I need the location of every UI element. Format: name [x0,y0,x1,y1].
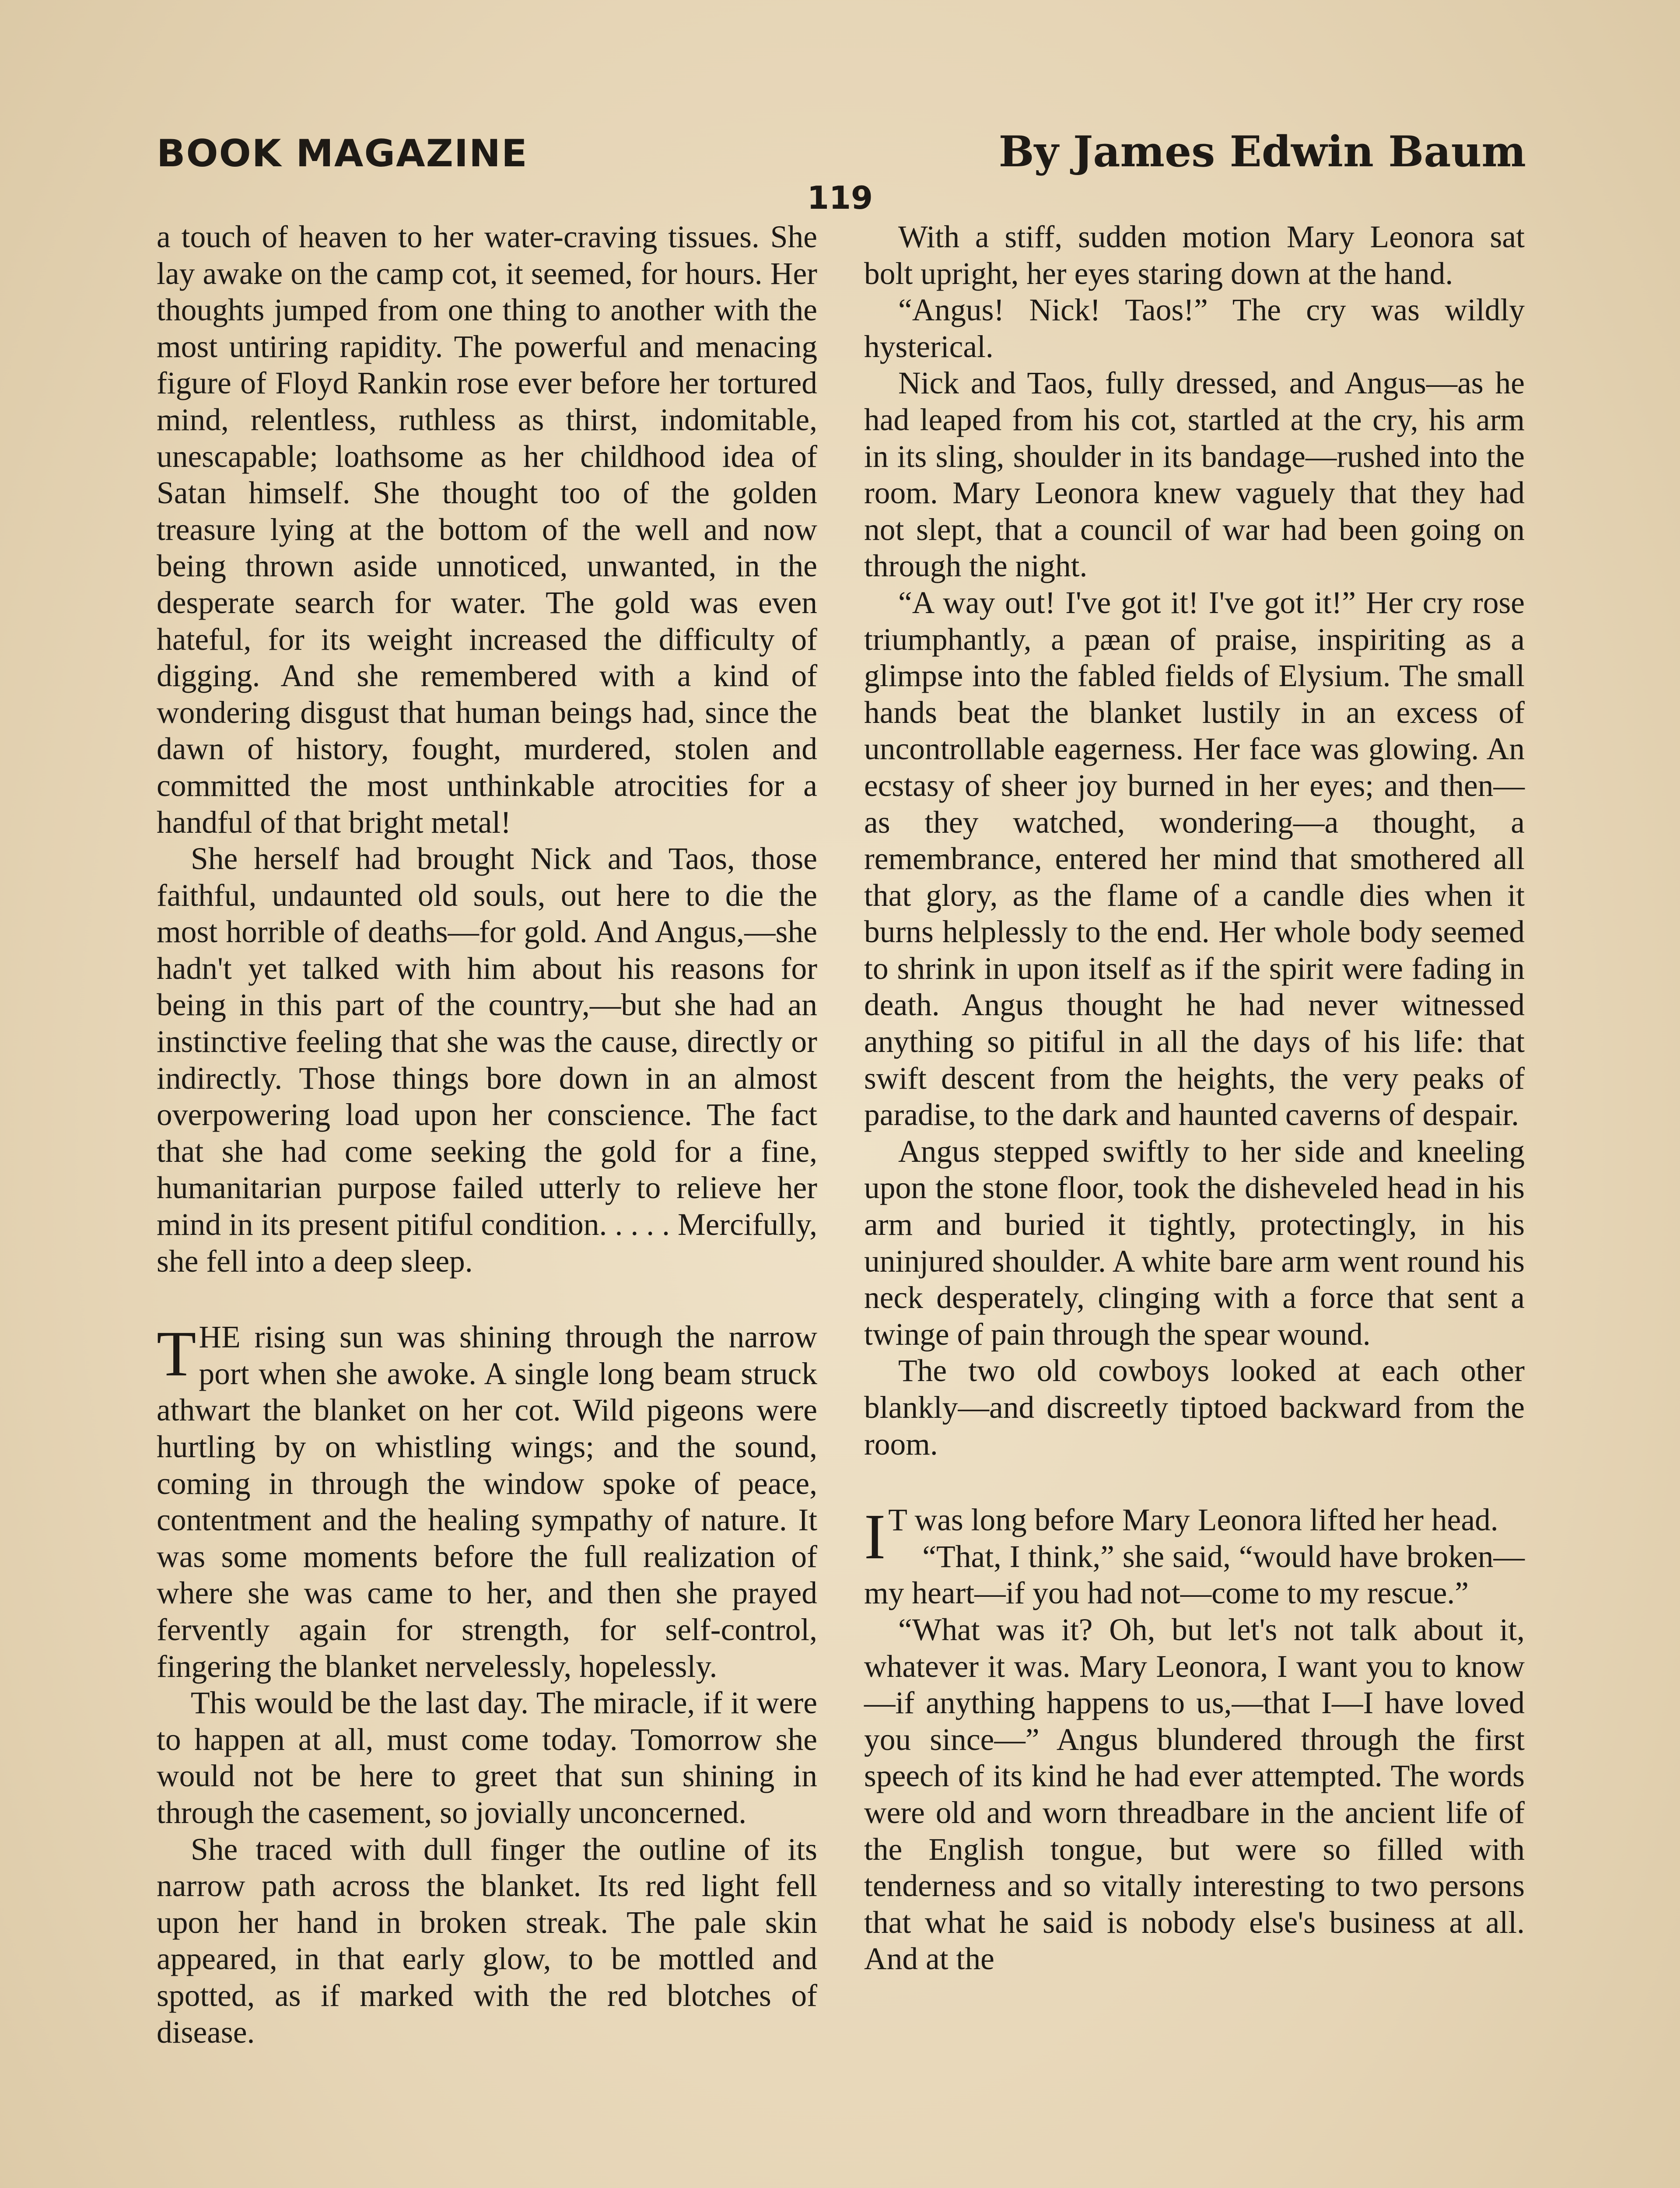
paragraph: She herself had brought Nick and Taos, those faithful, undaunted old souls, out here to die the most horrible of deaths—for gold. And Angus,—she hadn't yet talked with him about his reasons for being in this part of the country,—but she had an instinctive feeling that she was the cause, directly or indirectly. Those things bore down in an almost overpowering load upon her conscience. The fact that she had come seeking the gold for a fine, humanitarian purpose failed utterly to relieve her mind in its present pitiful condition. . . . . Mercifully, she fell into a deep sleep. [157,842,817,1279]
running-head [157,127,1526,184]
paragraph: The two old cowboys looked at each other blankly—and discreetly tiptoed backward from the room. [864,1353,1525,1462]
paragraph: Angus stepped swiftly to her side and kneeling upon the stone floor, took the disheveled head in his arm and buried it tightly, protectingly, in his uninjured shoulder. A white bare arm went round his neck desperately, clinging with a force that sent a twinge of pain through the spear wound. [864,1134,1525,1352]
paragraph: Nick and Taos, fully dressed, and Angus—as he had leaped from his cot, startled at the cry, his arm in its sling, shoulder in its bandage—rushed into the room. Mary Leonora knew vaguely that they had not slept, that a council of war had been going on through the night. [864,366,1525,584]
paragraph: “That, I think,” she said, “would have broken—my heart—if you had not—come to my rescue.” [864,1539,1525,1611]
left-column [157,219,817,2051]
paragraph: “What was it? Oh, but let's not talk about it, whatever it was. Mary Leonora, I want you to know—if anything happens to us,—that I—I have loved you since—” Angus blundered through the first speech of its kind he had ever attempted. The words were old and worn threadbare in the ancient life of the English tongue, but were so filled with tenderness and so vitally interesting to two persons that what he said is nobody else's business at all. And at the [864,1612,1525,1977]
drop-cap: T [157,1318,196,1390]
section-paragraph [157,1319,817,1685]
paragraph: “A way out! I've got it! I've got it!” Her cry rose triumphantly, a pæan of praise, inspiriting as a glimpse into the fabled fields of Elysium. The small hands beat the blanket lustily in an excess of uncontrollable eagerness. Her face was glowing. An ecstasy of sheer joy burned in her eyes; and then—as they watched, wondering—a thought, a remembrance, entered her mind that smothered all that glory, as the flame of a candle dies when it burns helplessly to the end. Her whole body seemed to shrink in upon itself as if the spirit were fading in death. Angus thought he had never witnessed anything so pitiful in all the days of his life: that swift descent from the heights, the very peaks of paradise, to the dark and haunted caverns of despair. [864,585,1525,1133]
right-column [864,219,1525,1978]
paragraph: She traced with dull finger the outline of its narrow path across the blanket. Its red light fell upon her hand in broken streak. The pale skin appeared, in that early glow, to be mottled and spotted, as if marked with the red blotches of disease. [157,1832,817,2050]
paragraph: “Angus! Nick! Taos!” The cry was wildly hysterical. [864,293,1525,364]
drop-cap: I [864,1501,886,1573]
paragraph: a touch of heaven to her water-craving tissues. She lay awake on the camp cot, it seemed, for hours. Her thoughts jumped from one thing to another with the most untiring rapidity. The powerful and menacing figure of Floyd Rankin rose ever before her tortured mind, relentless, ruthless as thirst, indomitable, unescapable; loathsome as her childhood idea of Satan himself. She thought too of the golden treasure lying at the bottom of the well and now being thrown aside unnoticed, unwanted, in the desperate search for water. The gold was even hateful, for its weight increased the difficulty of digging. And she remembered with a kind of wondering disgust that human beings had, since the dawn of history, fought, murdered, stolen and committed the most unthinkable atrocities for a handful of that bright metal! [157,220,817,840]
paragraph: With a stiff, sudden motion Mary Leonora sat bolt upright, her eyes staring down at the hand. [864,220,1525,291]
publication-title: BOOK MAGAZINE [157,132,528,175]
page-number: 119 [807,179,873,216]
paragraph: This would be the last day. The miracle, if it were to happen at all, must come today. Tomorrow she would not be here to greet that sun shining in through the casement, so jovially unconcerned. [157,1686,817,1830]
author-byline: By James Edwin Baum [998,127,1526,176]
paragraph-text: T was long before Mary Leonora lifted her head. [888,1503,1498,1538]
section-paragraph [864,1501,1525,1573]
paragraph-text: HE rising sun was shining through the narrow port when she awoke. A single long beam struck athwart the blanket on her cot. Wild pigeons were hurtling by on whistling wings; and the sound, coming in through the window spoke of peace, contentment and the healing sympathy of nature. It was some moments before the full realization of where she was came to her, and then she prayed fervently again for strength, for self-control, fingering the blanket nervelessly, hopelessly. [157,1320,817,1684]
